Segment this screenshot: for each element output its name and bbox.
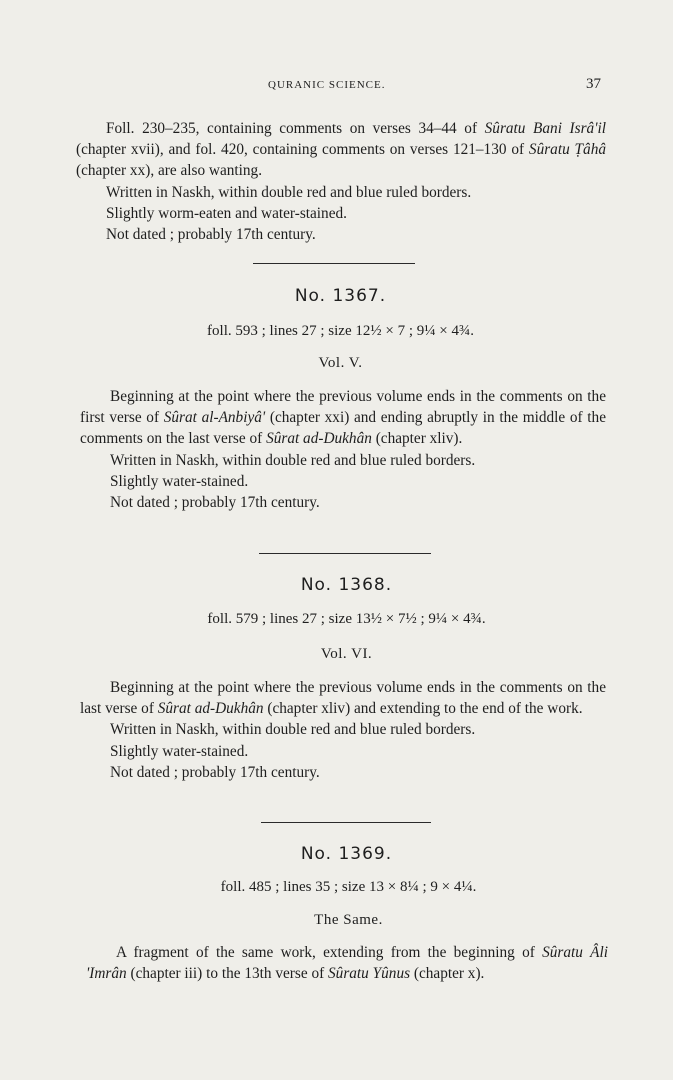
continuation-text [76,118,606,245]
entry-volume: The Same. [314,912,383,928]
entry-description [80,386,606,513]
script-note: Written in Naskh, within double red and blue ruled borders. [106,183,472,201]
entry-description [80,677,606,783]
date-note: Not dated ; probably 17th century. [110,494,320,512]
date-note: Not dated ; probably 17th century. [110,763,320,781]
description-paragraph: A fragment of the same work, extending from the beginning of Sûratu Âli 'Imrân (chapter iii) to the 13th verse of Sûratu Yûnus (chapter x). [86,944,608,983]
entry-number: No. 1369. [300,844,393,864]
page-number: 37 [586,76,601,92]
entry-folio-info: foll. 485 ; lines 35 ; size 13 × 8¼ ; 9 × 4¼. [220,879,477,895]
entry-volume: Vol. VI. [320,646,373,662]
entry-number: No. 1368. [300,575,393,595]
entry-description [86,942,608,984]
entry-volume: Vol. V. [318,355,363,371]
description-paragraph: Beginning at the point where the previous volume ends in the comments on the last verse of Sûrat ad-Dukhân (chapter xliv) and extending to the end of the work. [80,679,606,718]
entry-folio-info: foll. 579 ; lines 27 ; size 13½ × 7½ ; 9¼ × 4¾. [207,611,486,627]
entry-number: No. 1367. [294,286,387,306]
page-header [0,76,673,98]
date-note: Not dated ; probably 17th century. [106,226,316,244]
condition-note: Slightly worm-eaten and water-stained. [106,204,347,222]
condition-note: Slightly water-stained. [110,472,249,490]
section-divider [253,263,415,264]
description-paragraph: Beginning at the point where the previous volume ends in the comments on the first verse of Sûrat al-Anbiyâ' (chapter xxi) and ending abruptly in the middle of the comments on the last verse of Sûrat ad-Dukhân (chapter xliv). [80,388,606,448]
section-divider [259,553,431,554]
section-divider [261,822,431,823]
continuation-paragraph: Foll. 230–235, containing comments on verses 34–44 of Sûratu Bani Isrâ'il (chapter xvii), and fol. 420, containing comments on verses 121–130 of Sûratu Ṭâhâ (chapter xx), are also wanting. [76,120,607,180]
condition-note: Slightly water-stained. [110,742,249,760]
script-note: Written in Naskh, within double red and blue ruled borders. [110,451,476,469]
running-title: QURANIC SCIENCE. [268,79,386,91]
script-note: Written in Naskh, within double red and blue ruled borders. [110,721,476,739]
entry-folio-info: foll. 593 ; lines 27 ; size 12½ × 7 ; 9¼ × 4¾. [207,323,474,339]
